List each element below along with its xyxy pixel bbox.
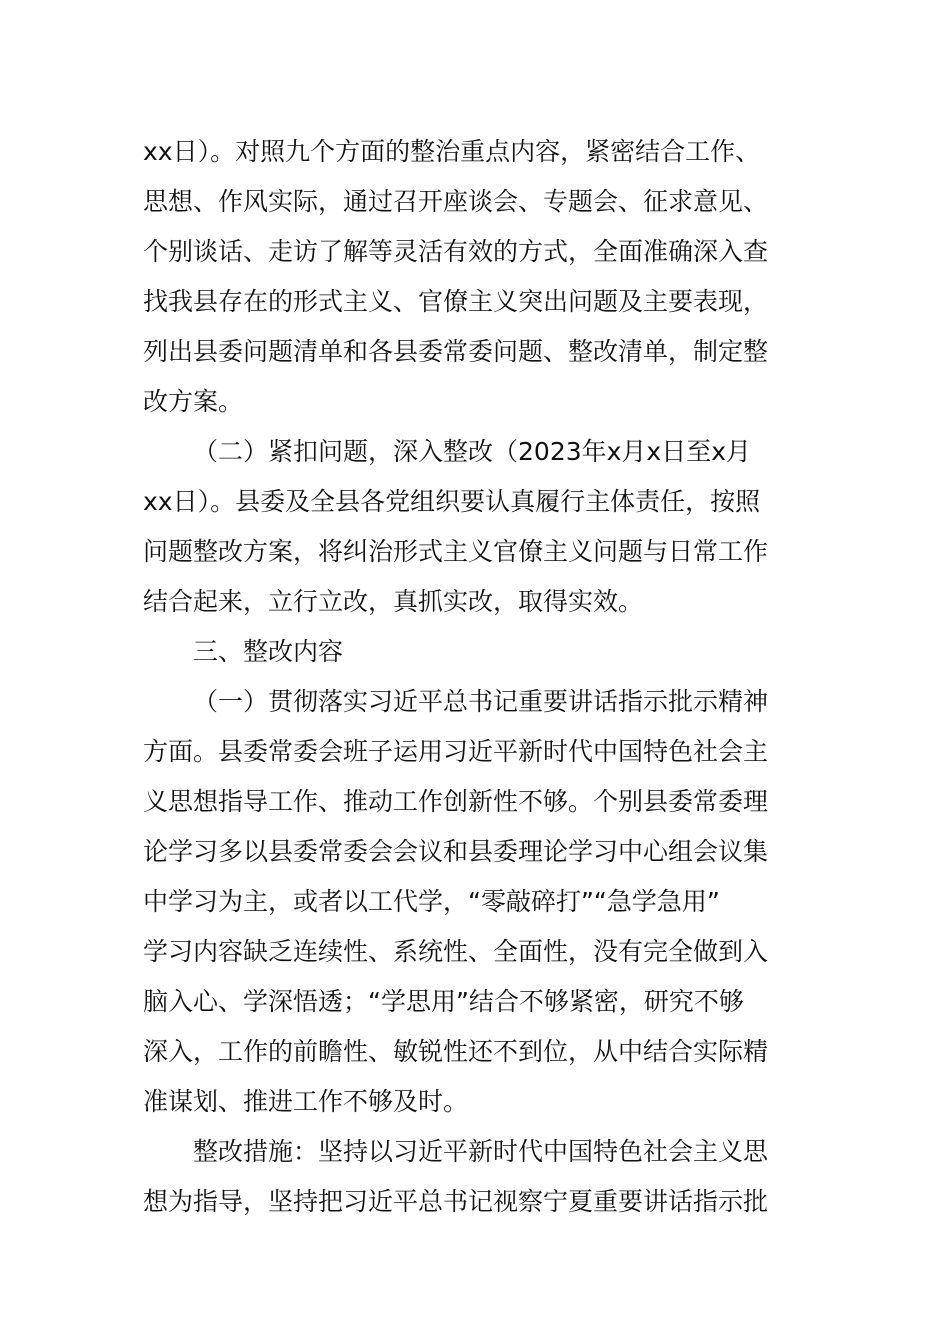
text-line: 想为指导，坚持把习近平总书记视察宁夏重要讲话指示批 (143, 1187, 769, 1216)
text-line: 思想、作风实际，通过召开座谈会、专题会、征求意见、 (143, 187, 769, 216)
subsection-heading-line: （一）贯彻落实习近平总书记重要讲话指示批示精神 (193, 687, 769, 716)
text-line: 改方案。 (143, 387, 244, 416)
subsection-heading-line: （二）紧扣问题，深入整改（2023年x月x日至x月 (193, 437, 752, 466)
text-line: 结合起来，立行立改，真抓实改，取得实效。 (143, 587, 644, 616)
text-line: 方面。县委常委会班子运用习近平新时代中国特色社会主 (143, 737, 769, 766)
text-line: 深入，工作的前瞻性、敏锐性还不到位，从中结合实际精 (143, 1037, 769, 1066)
text-line: 脑入心、学深悟透；“学思用”结合不够紧密，研究不够 (143, 987, 744, 1016)
text-line: xx日）。对照九个方面的整治重点内容，紧密结合工作、 (143, 137, 761, 166)
paragraph-start-line: 整改措施：坚持以习近平新时代中国特色社会主义思 (193, 1137, 769, 1166)
text-line: 论学习多以县委常委会会议和县委理论学习中心组会议集 (143, 837, 769, 866)
section-heading: 三、整改内容 (193, 637, 344, 666)
text-line: 中学习为主，或者以工代学，“零敲碎打”“急学急用” (143, 887, 720, 916)
document-body (143, 127, 809, 1227)
text-line: 学习内容缺乏连续性、系统性、全面性，没有完全做到入 (143, 937, 769, 966)
text-line: 找我县存在的形式主义、官僚主义突出问题及主要表现， (143, 287, 769, 316)
text-line: 准谋划、推进工作不够及时。 (143, 1087, 469, 1116)
text-line: xx日）。县委及全县各党组织要认真履行主体责任，按照 (143, 487, 761, 516)
text-line: 个别谈话、走访了解等灵活有效的方式，全面准确深入查 (143, 237, 769, 266)
text-line: 问题整改方案，将纠治形式主义官僚主义问题与日常工作 (143, 537, 769, 566)
text-line: 义思想指导工作、推动工作创新性不够。个别县委常委理 (143, 787, 769, 816)
text-line: 列出县委问题清单和各县委常委问题、整改清单，制定整 (143, 337, 769, 366)
